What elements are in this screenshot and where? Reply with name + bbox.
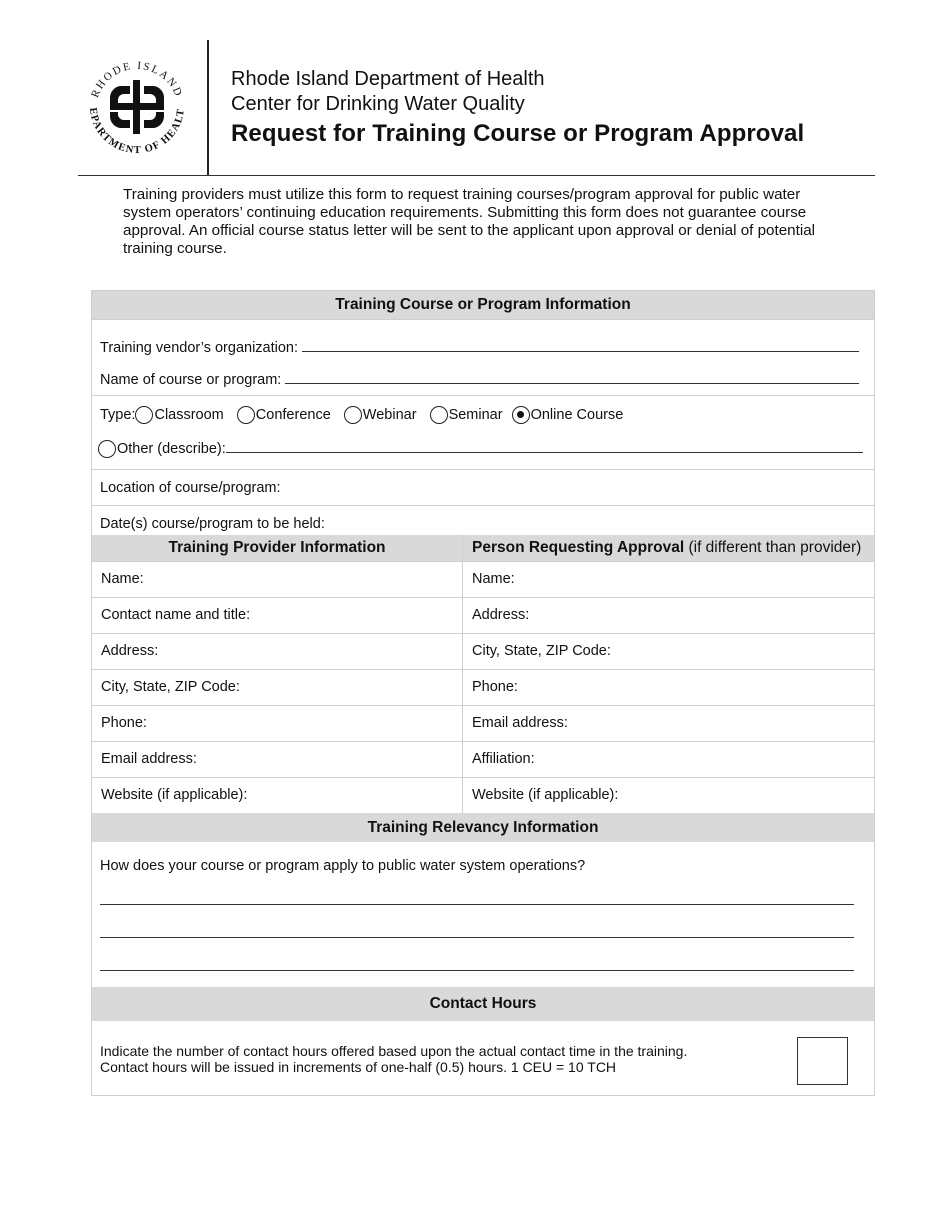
provider-contact-field[interactable]: Contact name and title: — [92, 597, 463, 633]
section-heading-provider: Training Provider Information — [92, 535, 463, 561]
type-option-online-course[interactable]: Online Course — [512, 407, 624, 423]
radio-classroom[interactable] — [135, 406, 153, 424]
requester-name-field[interactable]: Name: — [463, 561, 874, 597]
vendor-label: Training vendor’s organization: — [100, 340, 299, 356]
vendor-field[interactable] — [302, 338, 859, 352]
provider-email-field[interactable]: Email address: — [92, 741, 463, 777]
seal-text-bottom: EPARTMENT OF HEALT — [86, 106, 188, 157]
org-name: Rhode Island Department of Health — [231, 68, 545, 90]
contact-hours-input[interactable] — [797, 1037, 848, 1085]
requester-address-field[interactable]: Address: — [463, 597, 874, 633]
requester-affiliation-field[interactable]: Affiliation: — [463, 741, 874, 777]
relevancy-block — [92, 842, 874, 987]
dates-label: Date(s) course/program to be held: — [100, 516, 325, 532]
seal-logo-icon — [80, 50, 194, 164]
location-row[interactable] — [92, 469, 874, 505]
radio-seminar[interactable] — [430, 406, 448, 424]
type-option-conference[interactable]: Conference — [237, 407, 331, 423]
section-heading-contact-hours: Contact Hours — [92, 987, 874, 1021]
course-name-label: Name of course or program: — [100, 372, 282, 388]
type-option-seminar[interactable]: Seminar — [430, 407, 503, 423]
type-option-classroom[interactable]: Classroom — [135, 407, 223, 423]
org-center: Center for Drinking Water Quality — [231, 93, 525, 115]
radio-online-course[interactable] — [512, 406, 530, 424]
type-label: Type: — [100, 406, 136, 423]
requester-email-field[interactable]: Email address: — [463, 705, 874, 741]
requester-phone-field[interactable]: Phone: — [463, 669, 874, 705]
course-identity-block — [92, 319, 874, 395]
contact-hours-instruction-2: Contact hours will be issued in increments of one-half (0.5) hours. 1 CEU = 10 TCH — [100, 1059, 617, 1075]
other-describe-field[interactable] — [226, 439, 863, 453]
provider-website-field[interactable]: Website (if applicable): — [92, 777, 463, 813]
relevancy-answer-line-3[interactable] — [100, 970, 854, 971]
dates-row[interactable] — [92, 505, 874, 535]
provider-address-field[interactable]: Address: — [92, 633, 463, 669]
radio-other[interactable] — [98, 440, 116, 458]
department-seal — [80, 50, 194, 164]
provider-city-field[interactable]: City, State, ZIP Code: — [92, 669, 463, 705]
section-heading-course: Training Course or Program Information — [92, 291, 874, 319]
section-heading-requester: Person Requesting Approval (if different than provider) — [463, 535, 874, 561]
requester-city-field[interactable]: City, State, ZIP Code: — [463, 633, 874, 669]
approval-form — [91, 290, 875, 1096]
relevancy-answer-line-2[interactable] — [100, 937, 854, 938]
radio-conference[interactable] — [237, 406, 255, 424]
provider-name-field[interactable]: Name: — [92, 561, 463, 597]
contact-hours-instruction-1: Indicate the number of contact hours offered based upon the actual contact time in the training. — [100, 1043, 688, 1059]
header-divider-vertical — [207, 40, 209, 175]
provider-requester-grid — [92, 535, 874, 813]
requester-website-field[interactable]: Website (if applicable): — [463, 777, 874, 813]
intro-paragraph: Training providers must utilize this form to request training courses/program approval for public water system operators’ continuing education requirements. Submitting this form does not guarantee course approval. An official course status letter will be sent to the applicant upon approval or denial of potential training course. — [123, 186, 816, 257]
header-divider-horizontal — [78, 175, 875, 176]
course-name-field[interactable] — [285, 370, 859, 384]
relevancy-answer-line-1[interactable] — [100, 904, 854, 905]
course-type-block — [92, 395, 874, 469]
other-label: Other (describe): — [117, 441, 226, 457]
type-option-webinar[interactable]: Webinar — [344, 407, 417, 423]
page-title: Request for Training Course or Program Approval — [231, 120, 805, 147]
contact-hours-block — [92, 1021, 874, 1095]
seal-text-top: RHODE ISLAND — [89, 59, 185, 100]
location-label: Location of course/program: — [100, 480, 281, 496]
provider-phone-field[interactable]: Phone: — [92, 705, 463, 741]
section-heading-relevancy: Training Relevancy Information — [92, 813, 874, 842]
radio-webinar[interactable] — [344, 406, 362, 424]
relevancy-question: How does your course or program apply to public water system operations? — [100, 858, 586, 874]
